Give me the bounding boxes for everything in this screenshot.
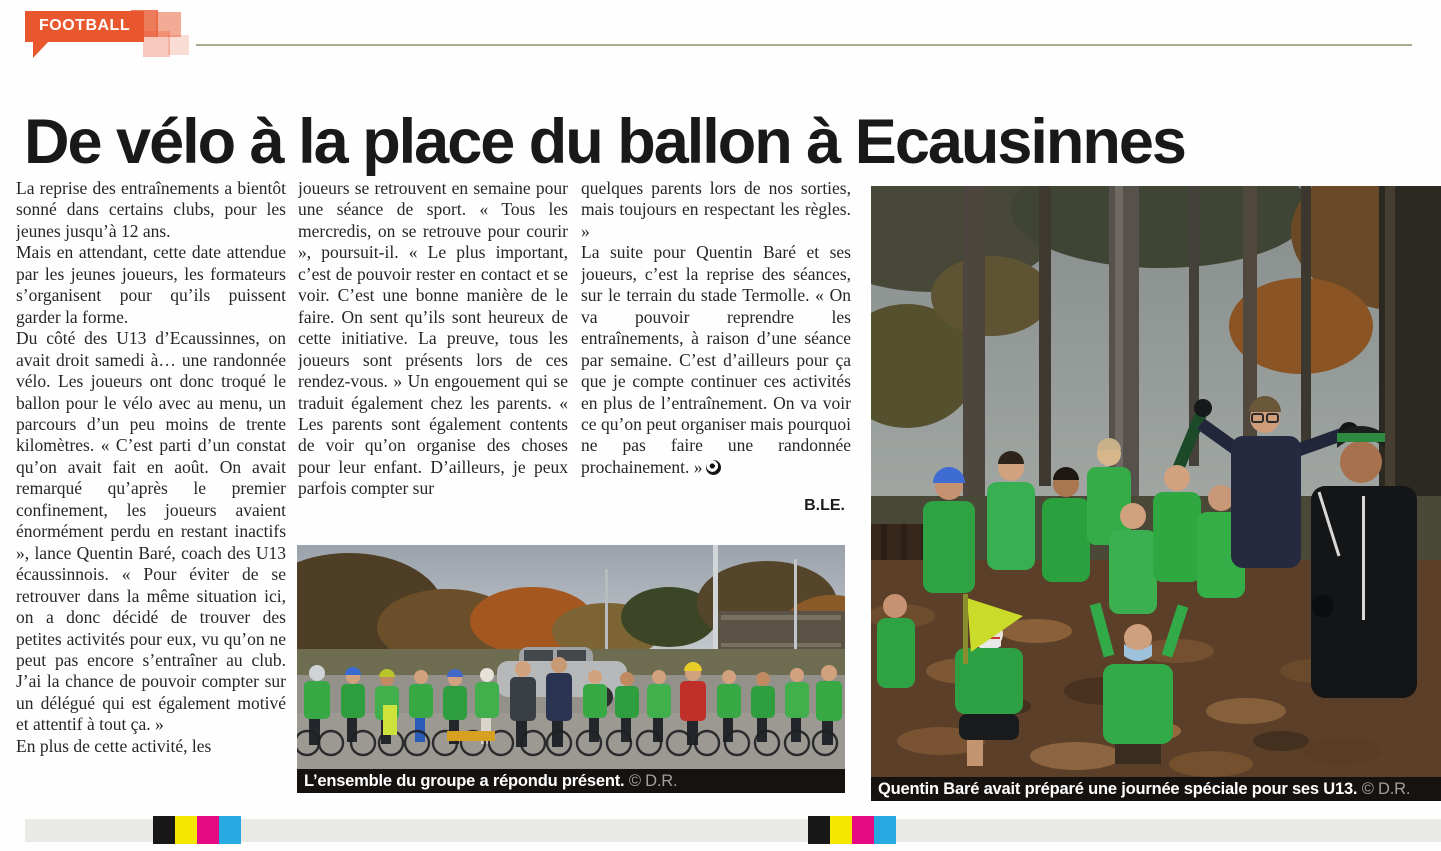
photo-credit: © D.R. bbox=[1361, 780, 1411, 798]
kicker-fade-square bbox=[168, 35, 189, 55]
paragraph: La reprise des entraînements a bientôt sonné dans certains clubs, pour les jeunes jusqu’à 12 ans. bbox=[16, 178, 286, 241]
photo-forest-illustration bbox=[871, 186, 1441, 777]
paragraph bbox=[581, 242, 851, 478]
photo-caption-text: Quentin Baré avait préparé une journée spéciale pour ses U13. bbox=[878, 780, 1358, 798]
byline: B.LE. bbox=[804, 497, 845, 514]
photo-bikes-illustration bbox=[297, 545, 845, 769]
paragraph-text: La suite pour Quentin Baré et ses joueurs, c’est la reprise des séances, sur le terrain du stade Termolle. « On va pouvoir reprendre les entraînements, à raison d’une séance par semaine. C’est d’ailleurs pour ça que je compte continuer ces activités en plus de l’entraînement. On va voir ce qu’on peut organiser mais pourquoi ne pas faire une randonnée prochainement. » bbox=[581, 242, 851, 477]
registration-cyan-square bbox=[219, 816, 241, 844]
paragraph: joueurs se retrouvent en semaine pour une séance de sport. « Tous les mercredis, on se retrouve pour courir », poursuit-il. « Le plus important, c’est de pouvoir rester en contact et se voir. C’est une bonne manière de le faire. On sent qu’ils sont heureux de cette initiative. La preuve, tous les joueurs sont présents lors de ces rendez-vous. » Un engouement qui se traduit également chez les parents. « Les parents sont également contents de voir qu’on organise des choses pour leur enfant. D’ailleurs, je peux parfois compter sur bbox=[298, 178, 568, 499]
article-end-icon bbox=[706, 460, 721, 475]
paragraph: quelques parents lors de nos sorties, mais toujours en respectant les règles. » bbox=[581, 178, 851, 241]
registration-cyan-square bbox=[874, 816, 896, 844]
paragraph: En plus de cette activité, les bbox=[16, 735, 212, 756]
photo-credit: © D.R. bbox=[628, 772, 678, 790]
paragraph: Mais en attendant, cette date attendue par les jeunes joueurs, les formateurs s’organisent pour qu’ils puissent garder la forme. bbox=[16, 242, 286, 327]
registration-yellow-square bbox=[175, 816, 197, 844]
registration-black-square bbox=[153, 816, 175, 844]
section-kicker bbox=[25, 11, 144, 42]
registration-yellow-square bbox=[830, 816, 852, 844]
registration-magenta-square bbox=[197, 816, 219, 844]
kicker-fade-square bbox=[143, 31, 170, 57]
photo-caption-text: L’ensemble du groupe a répondu présent. bbox=[304, 772, 625, 790]
article-column-1 bbox=[16, 178, 286, 806]
photo-caption-bar bbox=[297, 769, 845, 793]
photo-caption-bar bbox=[871, 777, 1441, 801]
article-column-2 bbox=[298, 178, 568, 534]
section-kicker-label: FOOTBALL bbox=[39, 17, 131, 34]
photo-group-bikes bbox=[297, 545, 845, 793]
photo-team-forest bbox=[871, 186, 1441, 802]
registration-magenta-square bbox=[852, 816, 874, 844]
article-column-3 bbox=[581, 178, 851, 530]
paragraph: Du côté des U13 d’Ecaussinnes, on avait droit samedi à… une randonnée vélo. Les joueurs ont donc troqué le ballon pour le vélo avec au menu, un parcours d’un peu moins de trente kilomètres. « C’est parti d’un constat qu’on avait fait en août. On avait remarqué qu’après le premier confinement, les joueurs avaient énormément perdu en restant inactifs », lance Quentin Baré, coach des U13 écaussinnois. « Pour éviter de se retrouver dans la même situation ici, on a donc décidé de trouver des petites activités pour eux, vu qu’on ne peut pas encore s’entraîner au club. J’ai la chance de pouvoir compter sur un délégué qui est également motivé et attentif à tout ça. » bbox=[16, 328, 286, 735]
top-rule-line bbox=[196, 44, 1412, 46]
kicker-tail-shape bbox=[33, 41, 49, 58]
registration-black-square bbox=[808, 816, 830, 844]
article-headline: De vélo à la place du ballon à Ecausinnes bbox=[24, 107, 1185, 178]
